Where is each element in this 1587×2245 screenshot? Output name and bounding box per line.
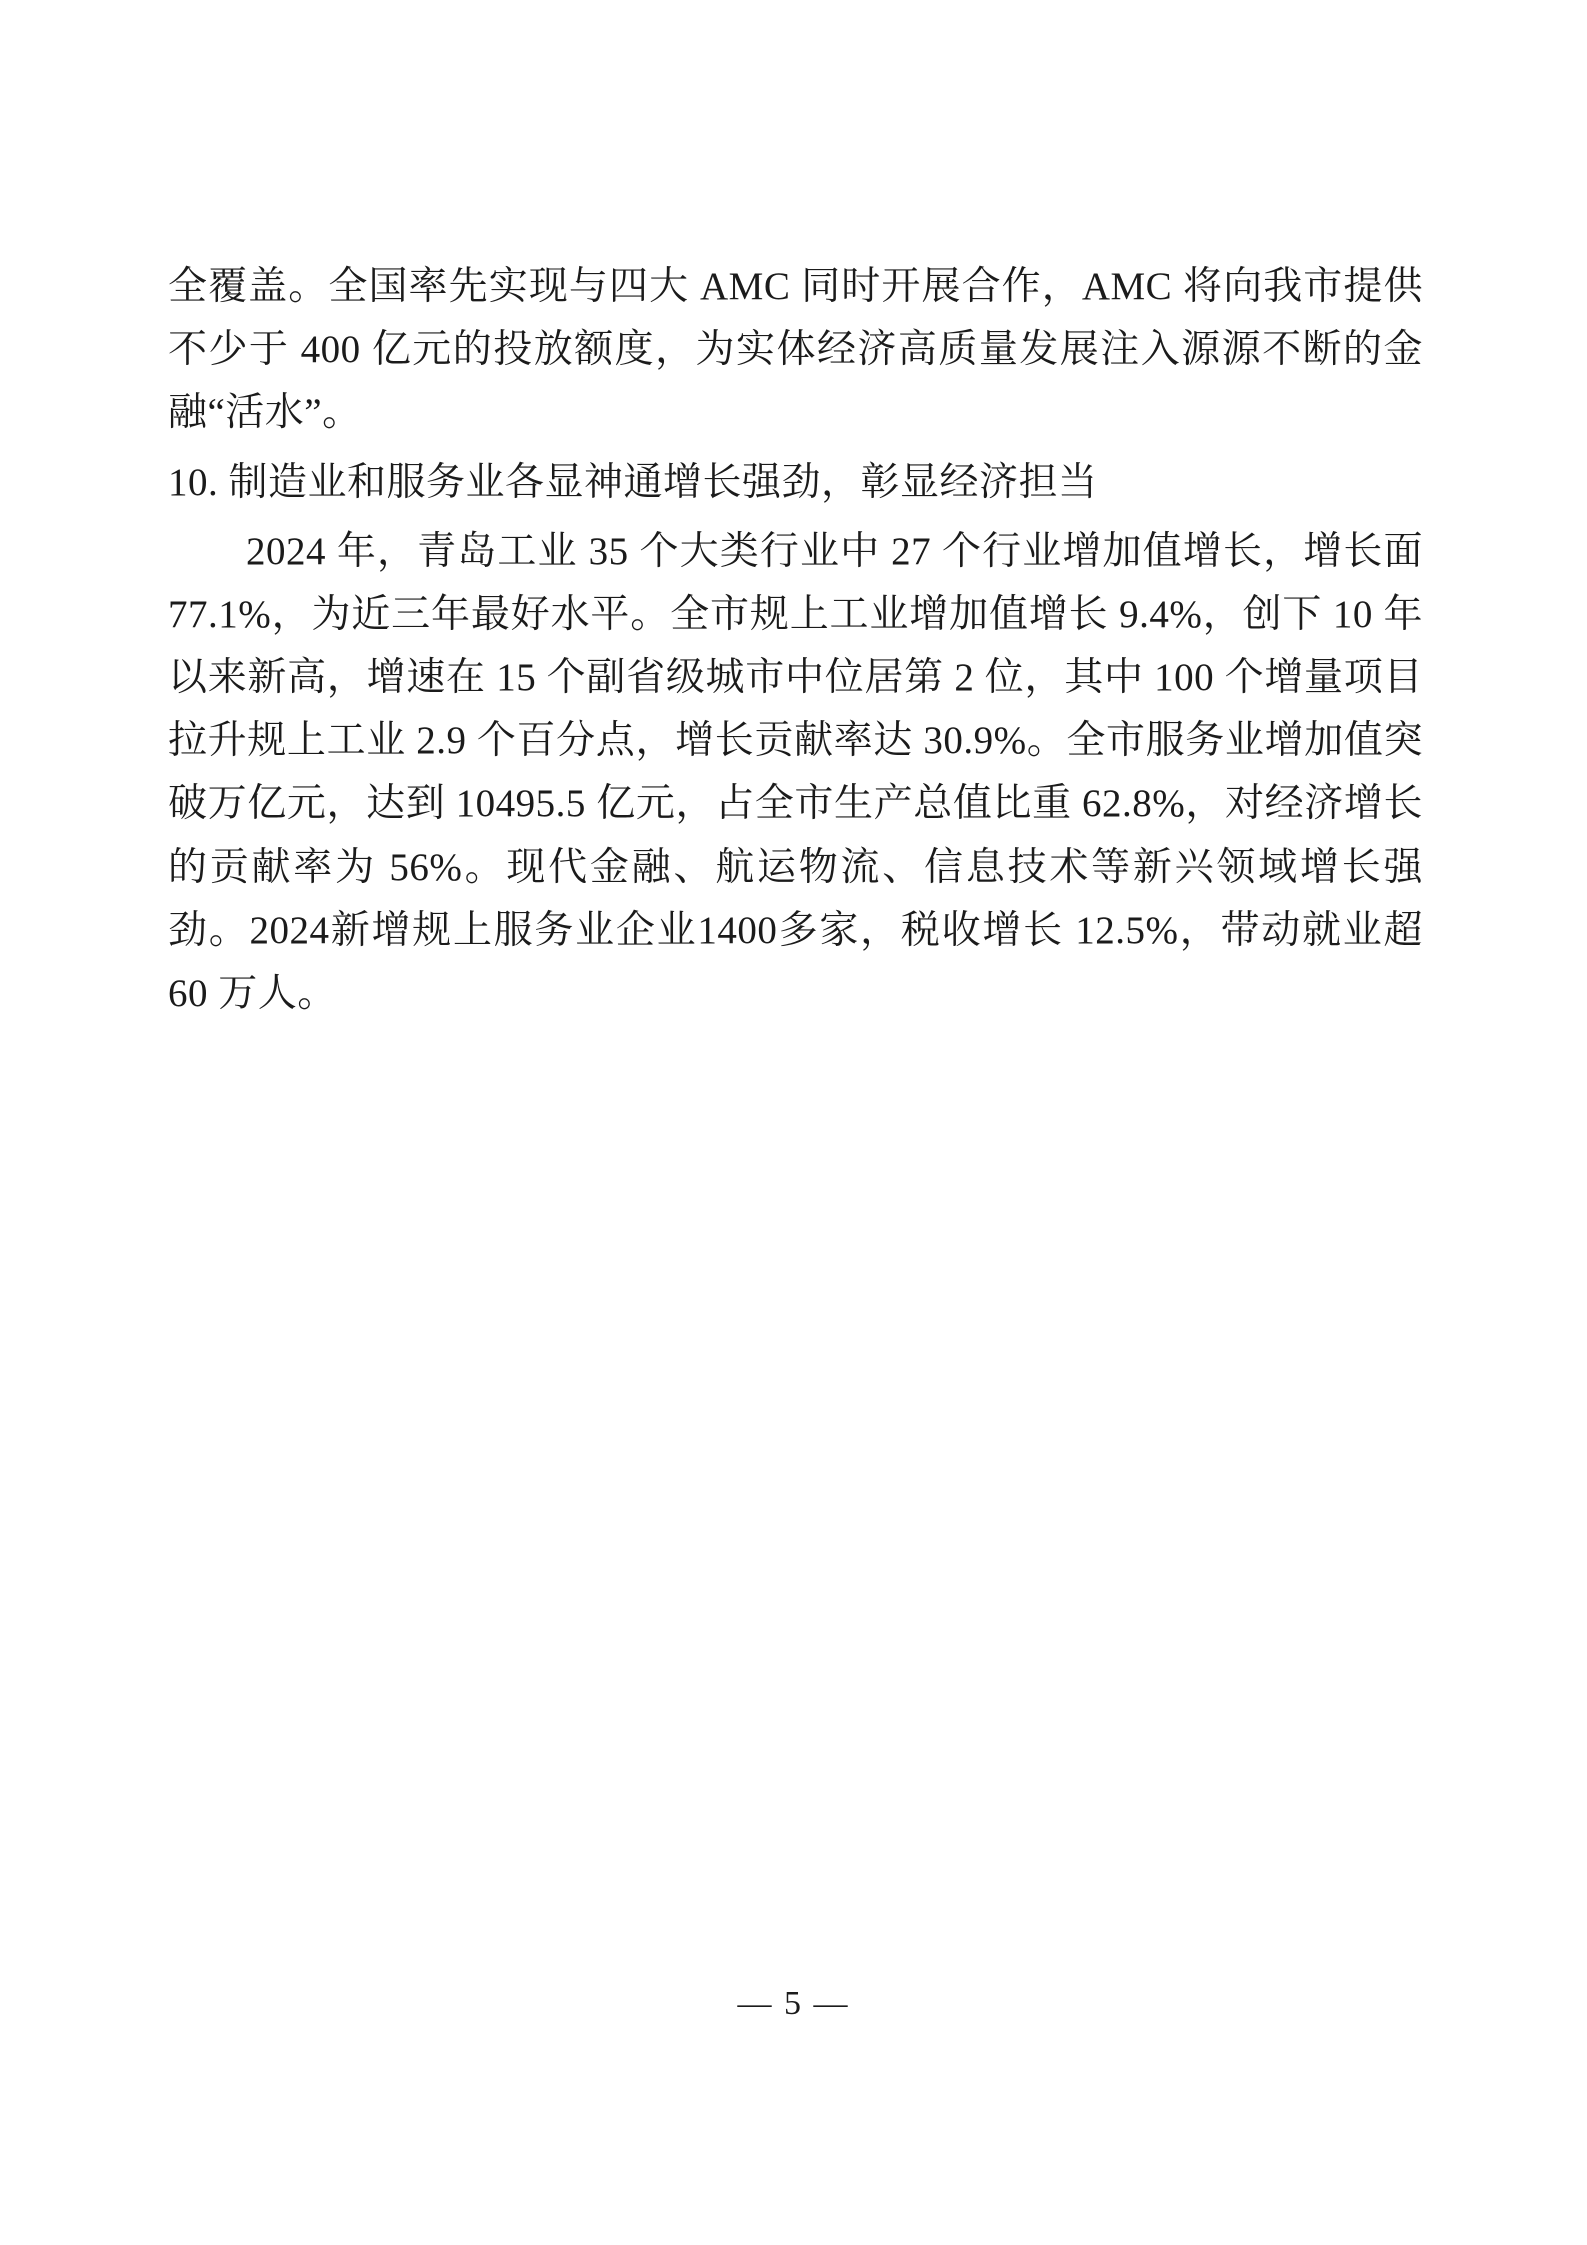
section-heading: 10. 制造业和服务业各显神通增长强劲，彰显经济担当 (168, 460, 1098, 504)
paragraph-body-1: 2024 年，青岛工业 35 个大类行业中 27 个行业增加值增长，增长面 77.1%，为近三年最好水平。全市规上工业增加值增长 9.4%，创下 10 年以来新高，增速在 15 个副省级城市中位居第 2 位，其中 100 个增量项目拉升规上工业 2.9 个百分点，增长贡献率达 30.9%。全市服务业增加值突破万亿元，达到 10495.5 亿元，占全市生产总值比重 62.8%，对经济增长的贡献率为 56%。现代金融、航运物流、信息技术等新兴领域增长强劲。2024新增规上服务业企业1400多家，税收增长 12.5%，带动就业超 60 万人。 (168, 529, 1423, 1015)
paragraph-continued: 全覆盖。全国率先实现与四大 AMC 同时开展合作，AMC 将向我市提供不少于 400 亿元的投放额度，为实体经济高质量发展注入源源不断的金融“活水”。 (168, 265, 1423, 435)
page-number: — 5 — (737, 1985, 850, 2022)
section-body (168, 520, 1423, 1025)
page-content (168, 255, 1423, 1027)
